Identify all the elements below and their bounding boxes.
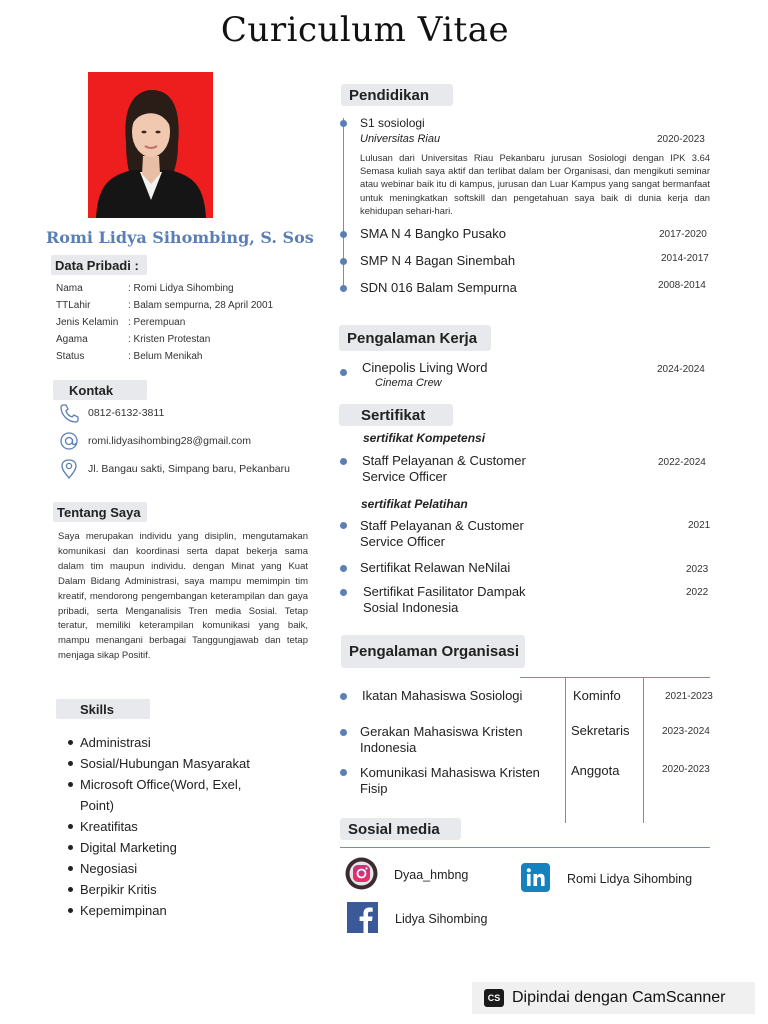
certificate-line1: Sertifikat Relawan NeNilai <box>360 560 511 575</box>
organisation-years: 2020-2023 <box>662 764 710 775</box>
organisation-role: Sekretaris <box>571 723 630 738</box>
certificate-years: 2022-2024 <box>658 457 706 468</box>
certificate-line2: Service Officer <box>360 534 446 549</box>
linkedin-icon <box>521 863 550 895</box>
cv-title: Curiculum Vitae <box>220 10 510 50</box>
certificate-line1: Sertifikat Fasilitator Dampak <box>363 584 526 599</box>
organisation-name: Komunikasi Mahasiswa Kristen <box>360 765 540 780</box>
sosial-media-divider <box>340 847 710 848</box>
contact-address <box>58 458 290 480</box>
pengalaman-kerja-heading: Pengalaman Kerja <box>339 325 491 351</box>
contact-email <box>58 430 251 452</box>
address: Jl. Bangau sakti, Simpang baru, Pekanbaru <box>88 463 290 475</box>
pendidikan-heading: Pendidikan <box>341 84 453 106</box>
personal-row: TTLahir : Balam sempurna, 28 April 2001 <box>56 300 274 311</box>
timeline-dot <box>340 231 347 238</box>
timeline-dot <box>340 589 347 596</box>
kompetensi-label: sertifikat Kompetensi <box>363 431 486 445</box>
at-sign-icon <box>58 430 80 452</box>
skill-item: Kreatifitas <box>66 816 266 837</box>
skill-item: Berpikir Kritis <box>66 879 266 900</box>
facebook-name: Lidya Sihombing <box>395 912 488 926</box>
data-pribadi-heading: Data Pribadi : <box>51 255 147 275</box>
sertifikat-heading: Sertifikat <box>339 404 453 426</box>
school-name: SDN 016 Balam Sempurna <box>360 280 517 295</box>
timeline-dot <box>340 258 347 265</box>
degree: S1 sosiologi <box>360 116 425 130</box>
school-years: 2017-2020 <box>659 229 707 240</box>
skills-list <box>66 732 266 921</box>
education-description: Lulusan dari Universitas Riau Pekanbaru jurusan Sosiologi dengan IPK 3.64 Semasa kuliah saya aktif dan terlibat dalam ber Organisasi, dan mengikuti seminar atau webinar baik itu di kampus, jurusan dan Luar Kampus yang sangat bermanfaat untuk meningkatkan softskill dan pengetahuan saya baik di dunia kerja dan kehidupan sehari-hari. <box>360 152 710 216</box>
organisation-years: 2023-2024 <box>662 726 710 737</box>
phone-icon <box>58 402 80 424</box>
organisation-role: Anggota <box>571 763 620 778</box>
camscanner-logo: CS <box>484 989 504 1007</box>
certificate-line2: Sosial Indonesia <box>363 600 459 615</box>
organisasi-heading: Pengalaman Organisasi <box>341 635 525 668</box>
timeline-dot <box>340 369 347 376</box>
instagram-account[interactable] <box>345 857 468 893</box>
university-years: 2020-2023 <box>657 134 705 145</box>
timeline-dot <box>340 458 347 465</box>
organisation-name-line2: Fisip <box>360 781 388 796</box>
organisation-years: 2021-2023 <box>665 691 713 702</box>
certificate-line1: Staff Pelayanan & Customer <box>360 518 524 533</box>
timeline-dot <box>340 565 347 572</box>
certificate-years: 2023 <box>686 564 709 575</box>
school-name: SMP N 4 Bagan Sinembah <box>360 253 516 268</box>
organisasi-column-line <box>565 677 566 823</box>
timeline-dot <box>340 769 347 776</box>
organisation-name: Ikatan Mahasiswa Sosiologi <box>362 688 523 703</box>
personal-row: Nama : Romi Lidya Sihombing <box>56 283 234 294</box>
instagram-icon <box>345 857 378 893</box>
skill-item: Digital Marketing <box>66 837 266 858</box>
organisasi-divider <box>520 677 710 678</box>
kontak-heading: Kontak <box>53 380 147 400</box>
skill-item: Administrasi <box>66 732 266 753</box>
personal-row: Jenis Kelamin : Perempuan <box>56 317 186 328</box>
timeline-dot <box>340 120 347 127</box>
camscanner-watermark <box>472 982 755 1014</box>
skills-heading: Skills <box>56 699 150 719</box>
linkedin-account[interactable] <box>521 863 692 895</box>
pelatihan-label: sertifikat Pelatihan <box>361 497 468 511</box>
certificate-years: 2021 <box>688 520 711 531</box>
sosial-media-heading: Sosial media <box>340 818 461 840</box>
certificate-years: 2022 <box>686 587 709 598</box>
school-years: 2014-2017 <box>661 253 709 264</box>
location-pin-icon <box>58 458 80 480</box>
timeline-dot <box>340 729 347 736</box>
tentang-heading: Tentang Saya <box>53 502 147 522</box>
school-years: 2008-2014 <box>658 280 706 291</box>
skill-item: Negosiasi <box>66 858 266 879</box>
linkedin-name: Romi Lidya Sihombing <box>567 872 693 886</box>
facebook-account[interactable] <box>347 902 487 936</box>
timeline-dot <box>340 522 347 529</box>
instagram-handle: Dyaa_hmbng <box>394 868 469 882</box>
email-address: romi.lidyasihombing28@gmail.com <box>88 435 251 447</box>
organisation-role: Kominfo <box>573 688 621 703</box>
organisation-name-line2: Indonesia <box>360 740 417 755</box>
camscanner-label: Dipindai dengan CamScanner <box>512 989 726 1006</box>
skill-item: Kepemimpinan <box>66 900 266 921</box>
work-years: 2024-2024 <box>657 364 705 375</box>
profile-photo <box>88 72 213 218</box>
facebook-icon <box>347 902 378 936</box>
skill-item: Microsoft Office(Word, Exel, Point) <box>66 774 266 816</box>
organisasi-column-line <box>643 677 644 823</box>
certificate-line2: Service Officer <box>362 469 448 484</box>
certificate-line1: Staff Pelayanan & Customer <box>362 453 526 468</box>
school-name: SMA N 4 Bangko Pusako <box>360 226 506 241</box>
contact-phone <box>58 402 164 424</box>
about-text: Saya merupakan individu yang disiplin, mengutamakan komunikasi dan koordinasi serta dapat bekerja sama dalam tim maupun individu. dengan Minat yang Kuat Dalam Bidang Administrasi, saya mampu memimpin tim kreatif, mendorong pengembangan keterampilan dan gaya pribadi, serta Menganalisis Tren media Sosial. Tetap teratur, memiliki keterampilan komunikasi yang baik, mampu menangani berbagai Tanggungjawab dan tetap menjaga sikap Positif. <box>58 531 308 662</box>
work-role: Cinema Crew <box>375 377 442 389</box>
phone-number: 0812-6132-3811 <box>88 407 165 419</box>
work-place: Cinepolis Living Word <box>362 360 488 375</box>
timeline-dot <box>340 693 347 700</box>
university: Universitas Riau <box>360 133 441 145</box>
personal-row: Agama : Kristen Protestan <box>56 334 211 345</box>
full-name: Romi Lidya Sihombing, S. Sos <box>46 228 314 247</box>
skill-item: Sosial/Hubungan Masyarakat <box>66 753 266 774</box>
personal-row: Status : Belum Menikah <box>56 351 203 362</box>
organisation-name: Gerakan Mahasiswa Kristen <box>360 724 523 739</box>
timeline-dot <box>340 285 347 292</box>
